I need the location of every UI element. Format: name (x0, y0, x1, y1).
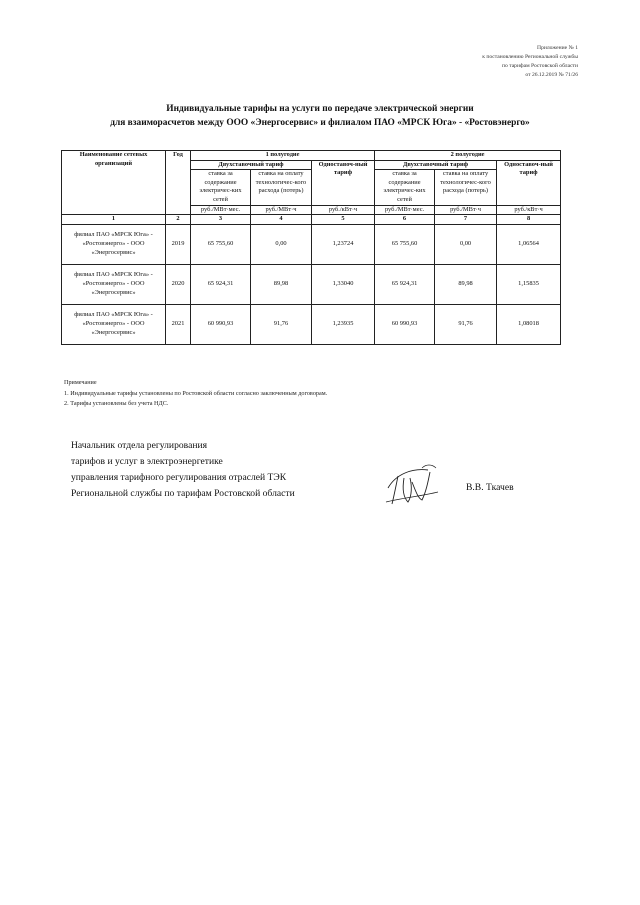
note-item: 1. Индивидуальные тарифы установлены по Ростовской области согласно заключенным договорам. (64, 389, 328, 397)
header-org: Наименование сетевых организаций (62, 151, 166, 215)
value-cell: 1,33040 (312, 264, 375, 304)
value-cell: 0,00 (251, 224, 312, 264)
header-rate-content-1: ставка за содержание электричес-ких сетей (191, 170, 251, 205)
header-two-part-1: Двухставочный тариф (191, 160, 312, 170)
value-cell: 1,08018 (497, 304, 561, 344)
value-cell: 1,23724 (312, 224, 375, 264)
header-one-part-2: Одноставоч-ный тариф (497, 160, 561, 205)
title-line-1: Индивидуальные тарифы на услуги по передаче электрической энергии (166, 104, 474, 114)
header-rate-losses-1: ставка на оплату технологичес-кого расхода (потерь) (251, 170, 312, 205)
handwritten-signature-icon (382, 462, 442, 510)
value-cell: 0,00 (435, 224, 497, 264)
value-cell: 1,23935 (312, 304, 375, 344)
org-cell: филиал ПАО «МРСК Юга» - «Ростовэнерго» - ООО «Энергосервис» (62, 304, 166, 344)
tariff-table (61, 150, 561, 345)
notes-heading: Примечание (64, 379, 97, 386)
header-half-2: 2 полугодие (375, 151, 561, 161)
value-cell: 65 924,31 (375, 264, 435, 304)
appendix-line: Приложение № 1 (537, 45, 578, 51)
org-cell: филиал ПАО «МРСК Юга» - «Ростовэнерго» - ООО «Энергосервис» (62, 224, 166, 264)
col-number: 3 (191, 215, 251, 225)
value-cell: 65 755,60 (191, 224, 251, 264)
signatory-line: тарифов и услуг в электроэнергетике (71, 456, 223, 467)
value-cell: 91,76 (251, 304, 312, 344)
appendix-line: к постановлению Региональной службы (482, 54, 578, 60)
value-cell: 65 755,60 (375, 224, 435, 264)
value-cell: 65 924,31 (191, 264, 251, 304)
year-cell: 2020 (166, 264, 191, 304)
table-row (62, 264, 561, 304)
header-two-part-2: Двухставочный тариф (375, 160, 497, 170)
value-cell: 60 990,93 (191, 304, 251, 344)
appendix-line: от 26.12.2019 № 71/26 (525, 72, 578, 78)
col-number: 1 (62, 215, 166, 225)
notes-section (64, 378, 544, 410)
unit-cell: руб./МВт·мес. (375, 205, 435, 215)
org-cell: филиал ПАО «МРСК Юга» - «Ростовэнерго» - ООО «Энергосервис» (62, 264, 166, 304)
appendix-line: по тарифам Ростовской области (502, 63, 578, 69)
signer-name: В.В. Ткачев (466, 482, 514, 493)
unit-cell: руб./кВт·ч (497, 205, 561, 215)
document-title (40, 102, 600, 130)
value-cell: 89,98 (435, 264, 497, 304)
value-cell: 60 990,93 (375, 304, 435, 344)
value-cell: 89,98 (251, 264, 312, 304)
header-row-1 (62, 151, 561, 161)
appendix-header (358, 44, 578, 80)
unit-cell: руб./МВт·ч (435, 205, 497, 215)
col-number: 2 (166, 215, 191, 225)
signatory-line: Региональной службы по тарифам Ростовской области (71, 488, 295, 499)
table-row (62, 304, 561, 344)
unit-cell: руб./МВт·ч (251, 205, 312, 215)
col-number: 8 (497, 215, 561, 225)
year-cell: 2019 (166, 224, 191, 264)
year-cell: 2021 (166, 304, 191, 344)
col-number: 7 (435, 215, 497, 225)
value-cell: 91,76 (435, 304, 497, 344)
column-number-row (62, 215, 561, 225)
signatory-line: управления тарифного регулирования отраслей ТЭК (71, 472, 287, 483)
header-rate-content-2: ставка за содержание электричес-ких сетей (375, 170, 435, 205)
col-number: 6 (375, 215, 435, 225)
signatory-title (71, 438, 371, 502)
signatory-line: Начальник отдела регулирования (71, 440, 208, 451)
col-number: 4 (251, 215, 312, 225)
header-year: Год (166, 151, 191, 215)
unit-cell: руб./кВт·ч (312, 205, 375, 215)
value-cell: 1,06564 (497, 224, 561, 264)
title-line-2: для взаиморасчетов между ООО «Энергосервис» и филиалом ПАО «МРСК Юга» - «Ростовэнерго» (110, 118, 530, 128)
col-number: 5 (312, 215, 375, 225)
unit-cell: руб./МВт·мес. (191, 205, 251, 215)
note-item: 2. Тарифы установлены без учета НДС. (64, 400, 169, 407)
table-row (62, 224, 561, 264)
value-cell: 1,15835 (497, 264, 561, 304)
header-half-1: 1 полугодие (191, 151, 375, 161)
header-one-part-1: Одноставоч-ный тариф (312, 160, 375, 205)
header-rate-losses-2: ставка на оплату технологичес-кого расхода (потерь) (435, 170, 497, 205)
